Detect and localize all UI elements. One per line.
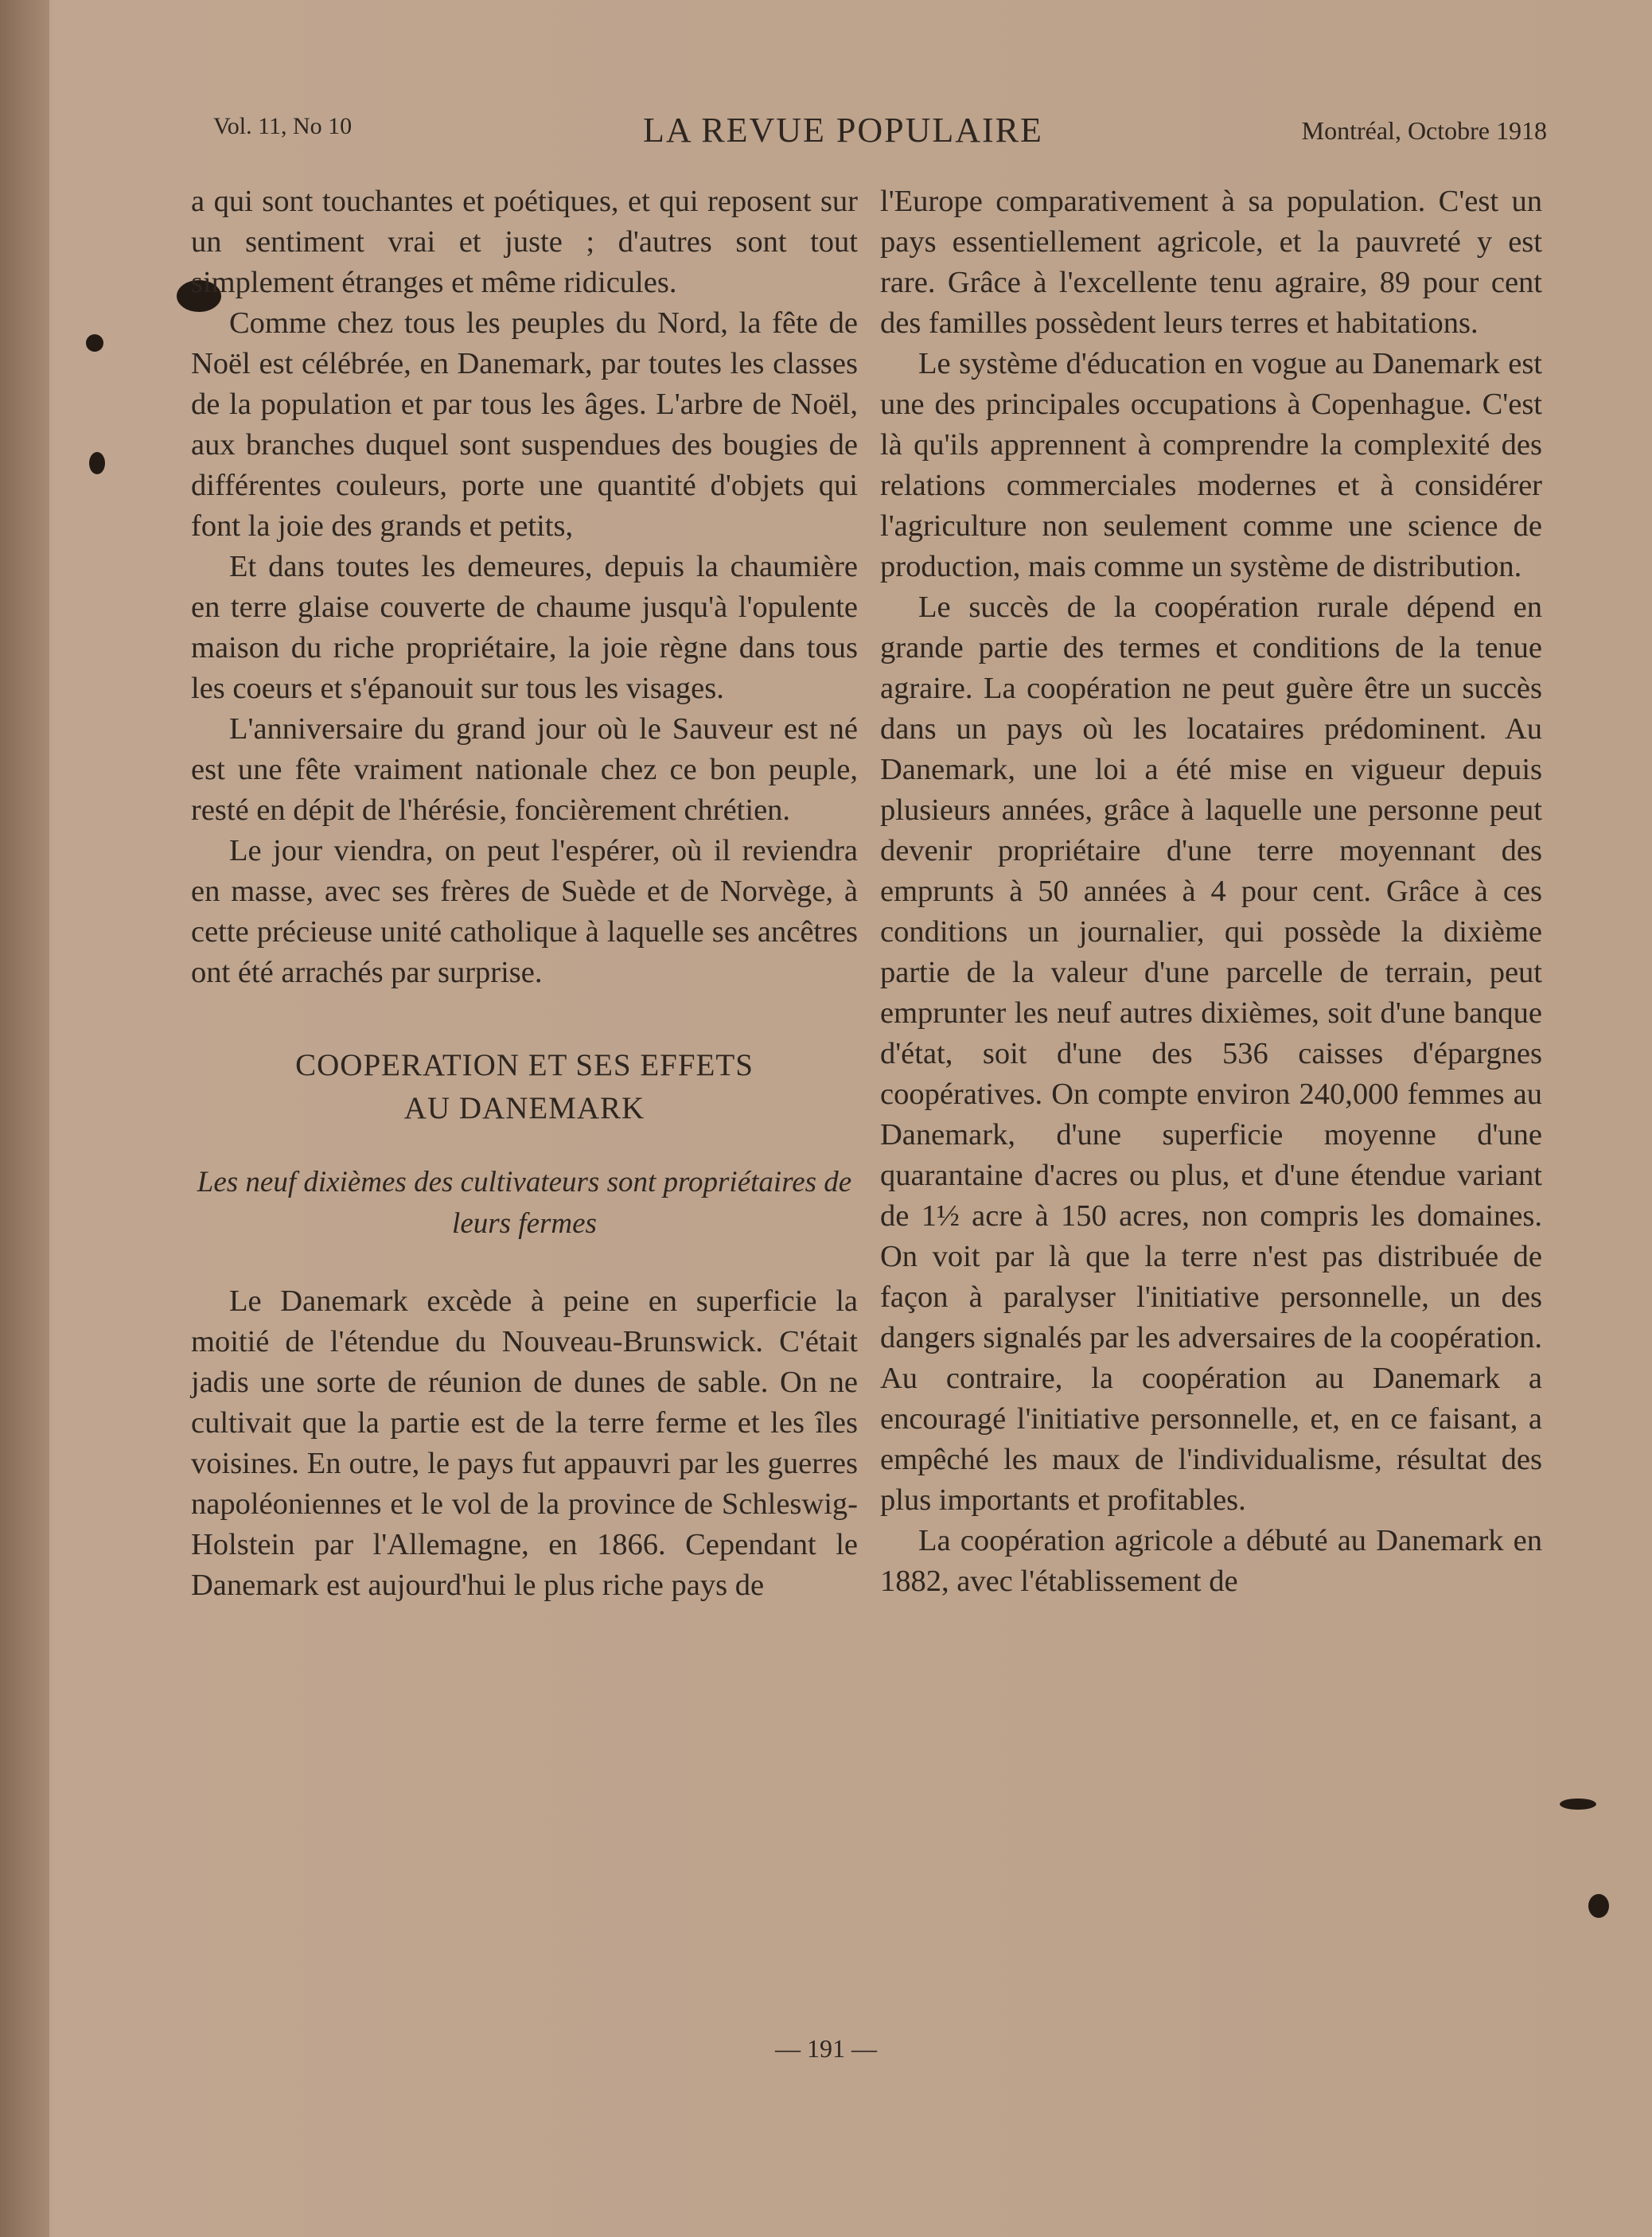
- page-number: — 191 —: [775, 2034, 877, 2063]
- paragraph: Le succès de la coopération rurale dépend en grande partie des termes et conditions de la tenue agraire. La coopération ne peut guère être un succès dans un pays où les locataires prédominent. Au Danemark, une loi a été mise en vigueur depuis plusieurs années, grâce à laquelle une personne peut devenir propriétaire d'une terre moyennant des emprunts à 50 années à 4 pour cent. Grâce à ces conditions un journalier, qui possède la dixième partie de la valeur d'une parcelle de terrain, peut emprunter les neuf autres dixièmes, soit d'une banque d'état, soit d'une des 536 caisses d'épargnes coopératives. On compte environ 240,000 femmes au Danemark, d'une superficie moyenne d'une quarantaine d'acres ou plus, et d'une étendue variant de 1½ acre à 150 acres, non compris les domaines. On voit par là que la terre n'est pas distribuée de façon à paralyser l'initiative personnelle, un des dangers signalés par les adversaires de la coopération. Au contraire, la coopération au Danemark a encouragé l'initiative personnelle, et, en ce faisant, a empêché les maux de l'individualisme, résultat des plus importants et profitables.: [880, 590, 1542, 1517]
- section-title: [191, 1044, 858, 1130]
- paragraph: Le système d'éducation en vogue au Danemark est une des principales occupations à Copenhague. C'est là qu'ils apprennent à comprendre la complexité des relations commerciales modernes et à considérer l'agriculture non seulement comme une science de production, mais comme un système de distribution.: [880, 347, 1542, 583]
- left-column: [191, 181, 858, 1606]
- ink-blot: [1560, 1799, 1596, 1810]
- journal-title: LA REVUE POPULAIRE: [643, 111, 1043, 150]
- ink-blot: [89, 452, 105, 474]
- paragraph: a qui sont touchantes et poétiques, et qui reposent sur un sentiment vrai et juste ; d'autres sont tout simplement étranges et même ridicules.: [191, 185, 858, 299]
- section-title-line: AU DANEMARK: [403, 1091, 645, 1125]
- paragraph: Comme chez tous les peuples du Nord, la fête de Noël est célébrée, en Danemark, par toutes les classes de la population et par tous les âges. L'arbre de Noël, aux branches duquel sont suspendues des bougies de différentes couleurs, porte une quantité d'objets qui font la joie des grands et petits,: [191, 306, 858, 543]
- paragraph: L'anniversaire du grand jour où le Sauveur est né est une fête vraiment nationale chez ce bon peuple, resté en dépit de l'hérésie, foncièrement chrétien.: [191, 712, 858, 827]
- paragraph: Le jour viendra, on peut l'espérer, où il reviendra en masse, avec ses frères de Suède et de Norvège, à cette précieuse unité catholique à laquelle ses ancêtres ont été arrachés par surprise.: [191, 834, 858, 989]
- binding-edge: [0, 0, 49, 2237]
- paragraph: l'Europe comparativement à sa population. C'est un pays essentiellement agricole, et la pauvreté y est rare. Grâce à l'excellente tenu agraire, 89 pour cent des familles possèdent leurs terres et habitations.: [880, 185, 1542, 340]
- right-column: [880, 181, 1542, 1602]
- section-title-line: COOPERATION ET SES EFFETS: [295, 1048, 754, 1082]
- section-subtitle: Les neuf dixièmes des cultivateurs sont propriétaires de leurs fermes: [197, 1166, 852, 1240]
- volume-number: Vol. 11, No 10: [213, 113, 353, 139]
- page-header: [213, 110, 1547, 158]
- ink-blot: [1588, 1894, 1609, 1918]
- paragraph: Le Danemark excède à peine en superficie la moitié de l'étendue du Nouveau-Brunswick. C'était jadis une sorte de réunion de dunes de sable. On ne cultivait que la partie est de la terre ferme et les îles voisines. En outre, le pays fut appauvri par les guerres napoléoniennes et le vol de la province de Schleswig-Holstein par l'Allemagne, en 1866. Cependant le Danemark est aujourd'hui le plus riche pays de: [191, 1284, 858, 1602]
- ink-blot: [86, 334, 103, 352]
- paragraph: Et dans toutes les demeures, depuis la chaumière en terre glaise couverte de chaume jusqu'à l'opulente maison du riche propriétaire, la joie règne dans tous les coeurs et s'épanouit sur tous les visages.: [191, 550, 858, 705]
- issue-date: Montréal, Octobre 1918: [1301, 116, 1547, 145]
- paragraph: La coopération agricole a débuté au Danemark en 1882, avec l'établissement de: [880, 1524, 1542, 1598]
